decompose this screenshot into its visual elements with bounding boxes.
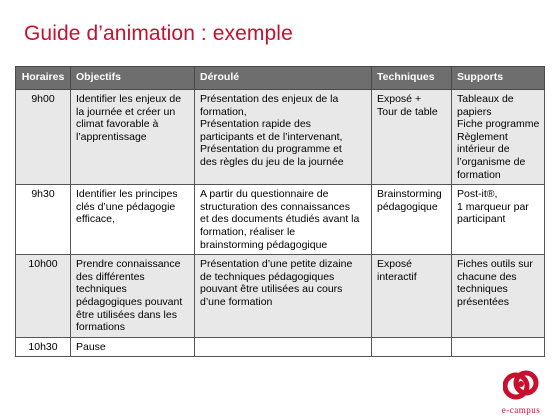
steps-cell xyxy=(195,337,372,357)
table-header-row xyxy=(16,67,545,90)
column-header-deroule: Déroulé xyxy=(195,67,372,90)
time-cell: 9h00 xyxy=(16,90,71,185)
techniques-cell: Brainstorming pédagogique xyxy=(372,185,452,255)
steps-cell: A partir du questionnaire de structuration des connaissances et des documents étudiés avant la formation, réaliser le brainstorming pédagogique xyxy=(195,185,372,255)
e-campus-logo-icon xyxy=(503,366,539,404)
objectives-cell: Identifier les principes clés d’une pédagogie efficace, xyxy=(71,185,195,255)
table-row xyxy=(16,255,545,338)
time-cell: 10h30 xyxy=(16,337,71,357)
page-title: Guide d’animation : exemple xyxy=(24,22,293,45)
supports-cell: Fiches outils sur chacune des techniques présentées xyxy=(452,255,545,338)
steps-cell: Présentation d’une petite dizaine de techniques pédagogiques pouvant être utilisées au cours d’une formation xyxy=(195,255,372,338)
steps-cell: Présentation des enjeux de la formation, Présentation rapide des participants et de l’intervenant, Présentation du programme et des règles du jeu de la journée xyxy=(195,90,372,185)
animation-guide-table xyxy=(15,66,545,357)
column-header-objectifs: Objectifs xyxy=(71,67,195,90)
techniques-cell xyxy=(372,337,452,357)
column-header-supports: Supports xyxy=(452,67,545,90)
objectives-cell: Pause xyxy=(71,337,195,357)
time-cell: 9h30 xyxy=(16,185,71,255)
column-header-techniques: Techniques xyxy=(372,67,452,90)
table-row xyxy=(16,337,545,357)
supports-cell xyxy=(452,337,545,357)
logo-text: e-campus xyxy=(501,405,541,415)
supports-cell: Post-it®, 1 marqueur par participant xyxy=(452,185,545,255)
supports-cell: Tableaux de papiers Fiche programme Règlement intérieur de l’organisme de formation xyxy=(452,90,545,185)
e-campus-logo xyxy=(493,366,549,416)
objectives-cell: Prendre connaissance des différentes techniques pédagogiques pouvant être utilisées dans les formations xyxy=(71,255,195,338)
techniques-cell: Exposé interactif xyxy=(372,255,452,338)
table-row xyxy=(16,90,545,185)
table-row xyxy=(16,185,545,255)
objectives-cell: Identifier les enjeux de la journée et créer un climat favorable à l’apprentissage xyxy=(71,90,195,185)
techniques-cell: Exposé + Tour de table xyxy=(372,90,452,185)
column-header-horaires: Horaires xyxy=(16,67,71,90)
time-cell: 10h00 xyxy=(16,255,71,338)
